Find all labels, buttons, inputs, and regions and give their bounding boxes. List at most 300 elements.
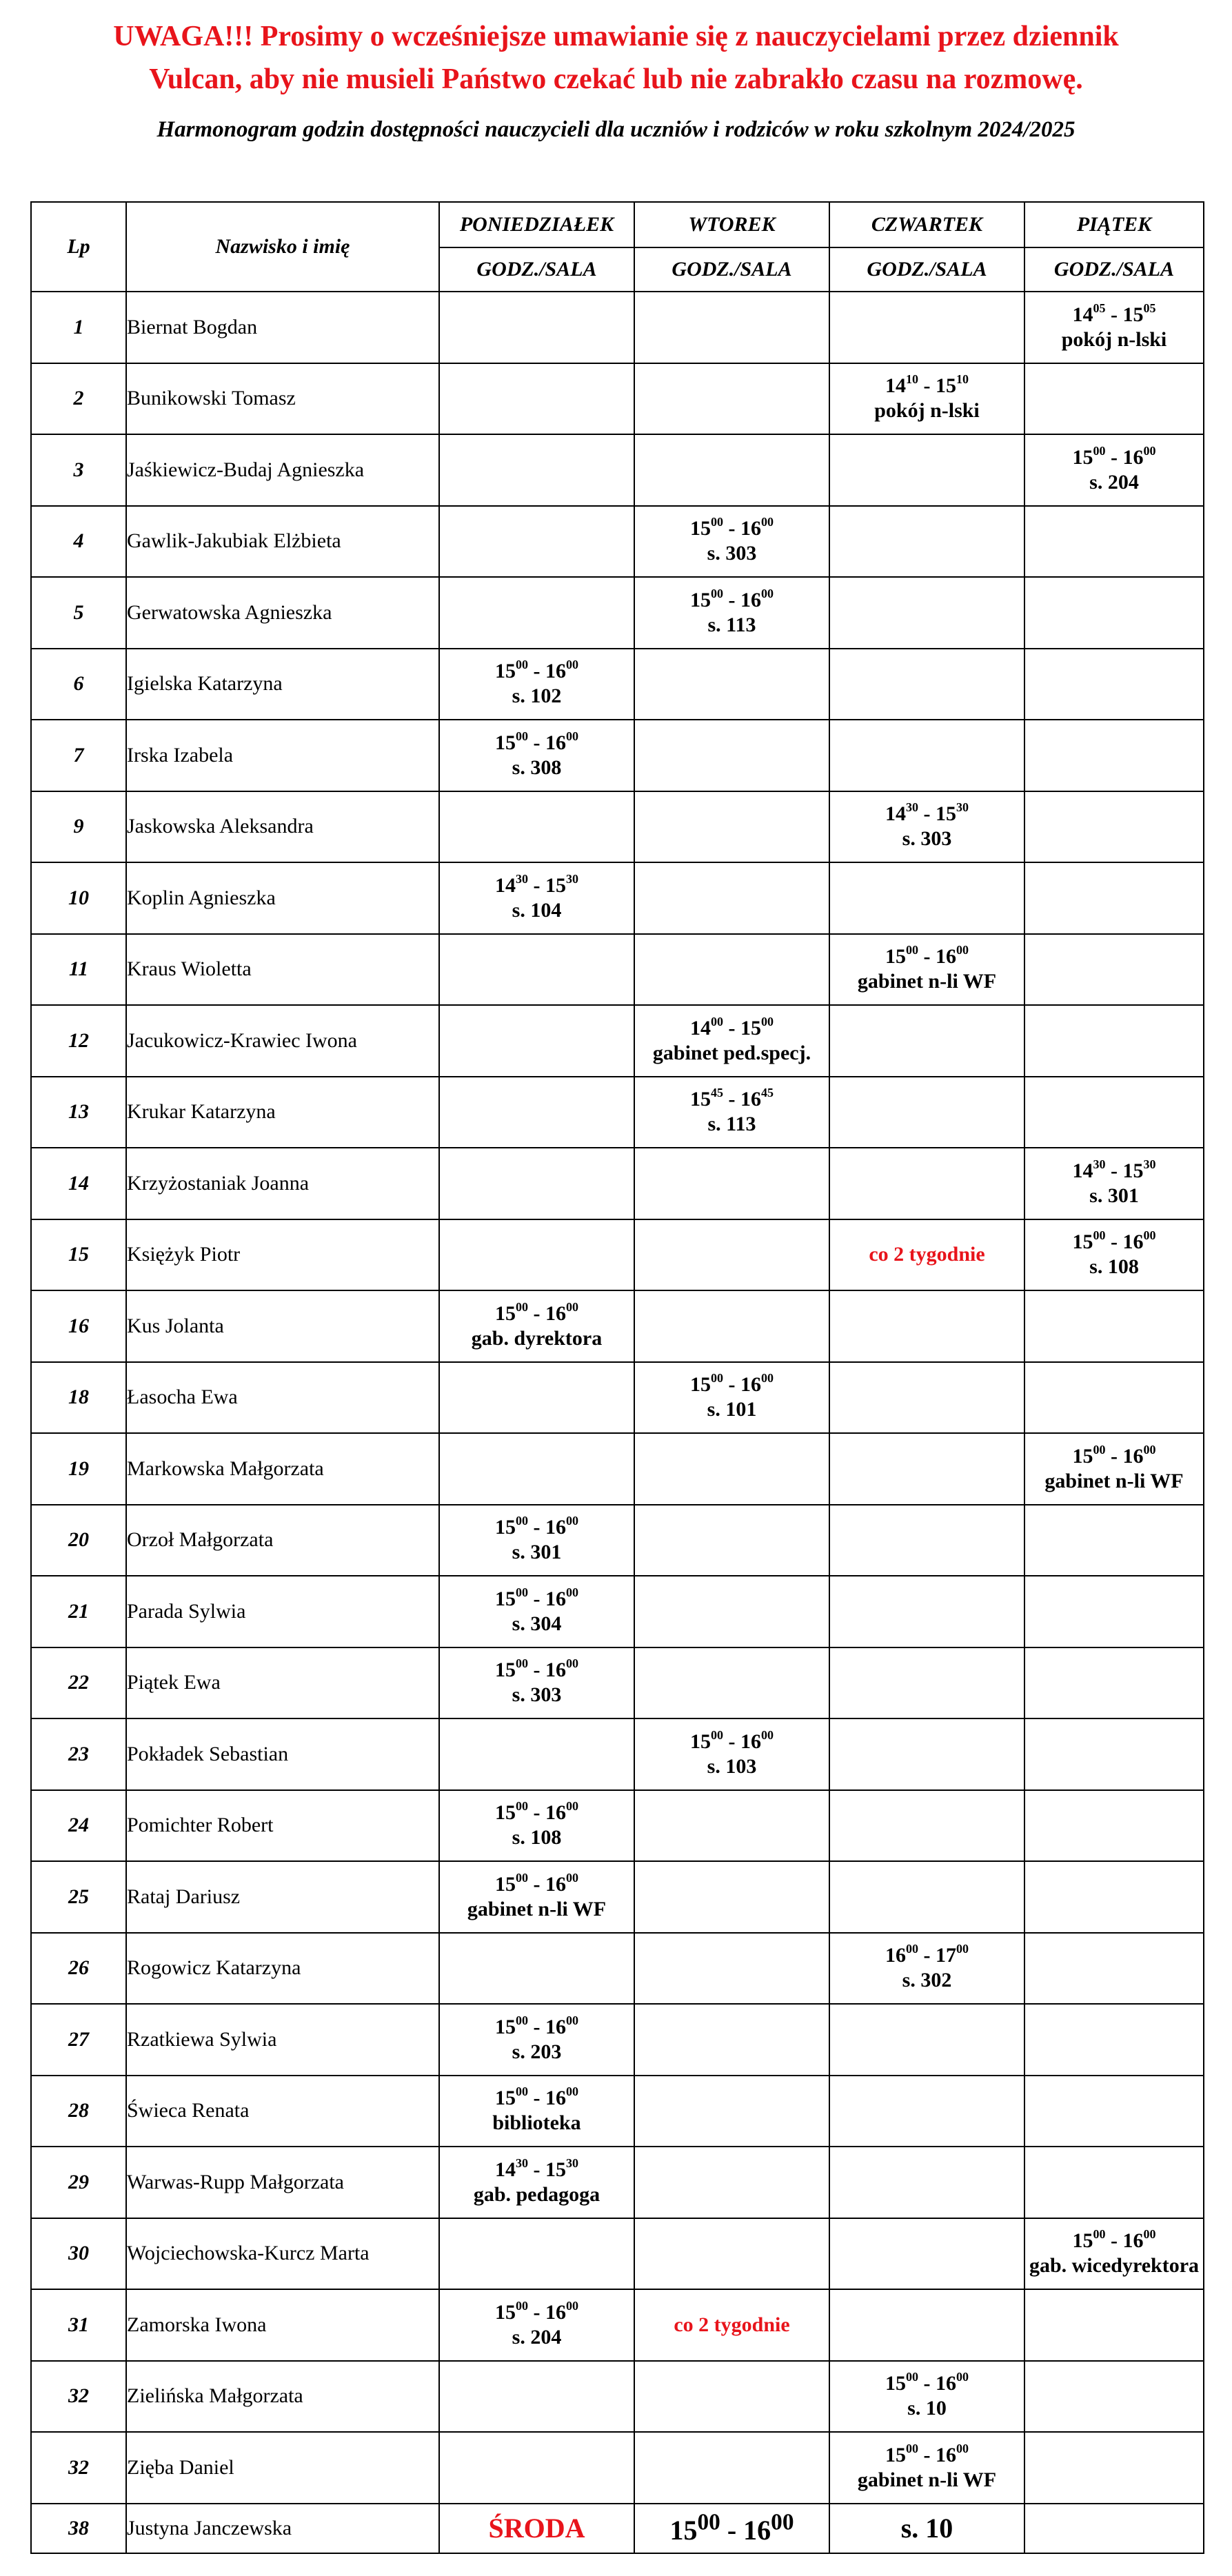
slot-empty-friday bbox=[1024, 1933, 1204, 2005]
slot-empty-tuesday bbox=[634, 363, 829, 435]
teacher-name: Zięba Daniel bbox=[126, 2432, 439, 2504]
room-label: s. 301 bbox=[1089, 1184, 1139, 1207]
time-to-hour: 16 bbox=[740, 1088, 761, 1111]
row-number: 30 bbox=[31, 2218, 126, 2290]
header-sub-friday: GODZ./SALA bbox=[1024, 247, 1204, 292]
time-to-hour: 16 bbox=[545, 2087, 566, 2110]
time-from-hour: 15 bbox=[495, 660, 516, 683]
table-row bbox=[31, 862, 1204, 934]
time-to-minute: 00 bbox=[566, 2013, 578, 2027]
slot-empty-friday bbox=[1024, 791, 1204, 863]
time-from-hour: 15 bbox=[495, 1516, 516, 1539]
time-range bbox=[690, 1088, 774, 1110]
row-number: 9 bbox=[31, 791, 126, 863]
slot-empty-thursday bbox=[829, 2004, 1024, 2076]
time-dash: - bbox=[723, 1088, 740, 1111]
time-dash: - bbox=[528, 1301, 545, 1325]
slot-empty-thursday bbox=[829, 2076, 1024, 2147]
time-dash: - bbox=[528, 873, 545, 897]
slot-empty-thursday bbox=[829, 2147, 1024, 2218]
room-label: s. 103 bbox=[707, 1754, 757, 1778]
slot-empty-thursday bbox=[829, 1505, 1024, 1576]
slot-empty-monday bbox=[439, 1362, 634, 1434]
table-row bbox=[31, 2361, 1204, 2433]
slot-monday bbox=[439, 862, 634, 934]
time-from-minute: 00 bbox=[1093, 1228, 1106, 1243]
row-number: 25 bbox=[31, 1861, 126, 1933]
time-from-hour: 15 bbox=[1072, 2229, 1093, 2253]
time-to-minute: 00 bbox=[566, 658, 578, 672]
time-from-minute: 00 bbox=[906, 943, 918, 957]
time-range bbox=[495, 2087, 578, 2109]
slot-tuesday bbox=[634, 1362, 829, 1434]
time-to-minute: 00 bbox=[761, 586, 774, 600]
time-from-hour: 15 bbox=[690, 1730, 711, 1753]
table-row bbox=[31, 1077, 1204, 1148]
time-from-minute: 00 bbox=[516, 2013, 528, 2027]
table-row bbox=[31, 577, 1204, 649]
time-from-hour: 15 bbox=[495, 1801, 516, 1825]
time-from-hour: 15 bbox=[885, 2443, 906, 2466]
time-range bbox=[495, 2298, 578, 2324]
teacher-name: Igielska Katarzyna bbox=[126, 649, 439, 720]
time-to-minute: 00 bbox=[1143, 1228, 1156, 1243]
availability-table bbox=[30, 201, 1204, 2554]
slot-empty-tuesday bbox=[634, 2361, 829, 2433]
time-dash: - bbox=[918, 374, 936, 398]
time-from-minute: 00 bbox=[906, 1942, 918, 1956]
room-label: s. 204 bbox=[1089, 470, 1139, 494]
slot-empty-tuesday bbox=[634, 1148, 829, 1219]
time-from-minute: 00 bbox=[711, 1727, 723, 1742]
time-range bbox=[885, 945, 969, 968]
table-row bbox=[31, 1861, 1204, 1933]
teacher-name: Rataj Dariusz bbox=[126, 1861, 439, 1933]
slot-thursday bbox=[829, 2432, 1024, 2504]
teacher-name: Orzoł Małgorzata bbox=[126, 1505, 439, 1576]
row-number: 19 bbox=[31, 1433, 126, 1505]
table-row bbox=[31, 1219, 1204, 1291]
time-range bbox=[495, 2158, 578, 2181]
row-number: 12 bbox=[31, 1005, 126, 1077]
time-dash: - bbox=[1105, 1159, 1123, 1182]
schedule-title: Harmonogram godzin dostępności nauczycieli dla uczniów i rodziców w roku szkolnym 2024/2025 bbox=[156, 117, 1076, 142]
table-body bbox=[31, 292, 1204, 2553]
time-to-minute: 10 bbox=[956, 372, 969, 387]
time-to-minute: 00 bbox=[566, 1870, 578, 1885]
row-number: 6 bbox=[31, 649, 126, 720]
slot-empty-monday bbox=[439, 1718, 634, 1790]
slot-friday bbox=[1024, 434, 1204, 506]
time-dash: - bbox=[528, 2015, 545, 2038]
room-label: s. 303 bbox=[902, 827, 952, 851]
time-to-hour: 16 bbox=[1122, 2229, 1144, 2253]
table-row bbox=[31, 1005, 1204, 1077]
table-row bbox=[31, 2004, 1204, 2076]
slot-empty-tuesday bbox=[634, 1861, 829, 1933]
time-range bbox=[885, 1944, 969, 1967]
time-dash: - bbox=[528, 1516, 545, 1539]
teacher-name: Markowska Małgorzata bbox=[126, 1433, 439, 1505]
time-to-minute: 00 bbox=[566, 2085, 578, 2099]
slot-empty-tuesday bbox=[634, 434, 829, 506]
time-dash: - bbox=[1105, 2229, 1123, 2253]
time-dash: - bbox=[720, 2515, 744, 2546]
teacher-name: Zielińska Małgorzata bbox=[126, 2361, 439, 2433]
time-dash: - bbox=[1105, 445, 1123, 469]
time-to-hour: 15 bbox=[545, 2158, 566, 2181]
teacher-name: Gerwatowska Agnieszka bbox=[126, 577, 439, 649]
slot-empty-monday bbox=[439, 1005, 634, 1077]
slot-thursday bbox=[829, 2361, 1024, 2433]
time-from-minute: 00 bbox=[516, 1299, 528, 1314]
slot-friday bbox=[1024, 2218, 1204, 2290]
row-number: 5 bbox=[31, 577, 126, 649]
room-label: s. 101 bbox=[707, 1398, 757, 1421]
room-label: s. 104 bbox=[512, 898, 562, 922]
time-from-minute: 00 bbox=[516, 1799, 528, 1814]
time-to-minute: 45 bbox=[761, 1086, 774, 1100]
row-number: 32 bbox=[31, 2361, 126, 2433]
slot-empty-thursday bbox=[829, 862, 1024, 934]
slot-friday bbox=[1024, 1433, 1204, 1505]
room-label: s. 113 bbox=[707, 613, 756, 636]
slot-friday bbox=[1024, 1219, 1204, 1291]
slot-empty-tuesday bbox=[634, 720, 829, 791]
room-label: s. 108 bbox=[512, 1826, 562, 1849]
time-range bbox=[495, 731, 578, 754]
teacher-name: Pokładek Sebastian bbox=[126, 1718, 439, 1790]
time-to-hour: 16 bbox=[545, 1801, 566, 1825]
room-label: s. 304 bbox=[512, 1612, 562, 1635]
row-number: 32 bbox=[31, 2432, 126, 2504]
time-dash: - bbox=[1105, 1444, 1123, 1468]
time-to-minute: 00 bbox=[771, 2509, 794, 2535]
time-to-minute: 30 bbox=[566, 871, 578, 886]
slot-note-thursday: co 2 tygodnie bbox=[829, 1219, 1024, 1291]
time-from-minute: 00 bbox=[516, 2085, 528, 2099]
slot-empty-friday bbox=[1024, 934, 1204, 1006]
slot-empty-tuesday bbox=[634, 1433, 829, 1505]
slot-empty-thursday bbox=[829, 1290, 1024, 1362]
time-range bbox=[690, 1373, 774, 1396]
time-from-hour: 15 bbox=[495, 1587, 516, 1610]
room-label: s. 302 bbox=[902, 1969, 952, 1992]
slot-empty-friday bbox=[1024, 1005, 1204, 1077]
time-from-minute: 05 bbox=[1093, 301, 1106, 315]
slot-monday bbox=[439, 1576, 634, 1647]
time-from-minute: 00 bbox=[516, 2298, 528, 2313]
time-range bbox=[1073, 303, 1156, 326]
time-to-hour: 16 bbox=[740, 1373, 761, 1397]
teacher-name: Kus Jolanta bbox=[126, 1290, 439, 1362]
row-number: 38 bbox=[31, 2504, 126, 2553]
table-row bbox=[31, 1933, 1204, 2005]
slot-empty-friday bbox=[1024, 577, 1204, 649]
time-dash: - bbox=[528, 2300, 545, 2324]
warning-line-2: Vulcan, aby nie musieli Państwo czekać lub nie zabrakło czasu na rozmowę. bbox=[149, 63, 1083, 95]
header-day-tuesday: WTOREK bbox=[634, 202, 829, 247]
time-from-hour: 15 bbox=[690, 517, 711, 540]
time-range bbox=[495, 660, 578, 682]
time-dash: - bbox=[528, 1801, 545, 1825]
time-dash: - bbox=[723, 517, 740, 540]
room-label: pokój n-lski bbox=[1061, 327, 1167, 351]
slot-empty-friday bbox=[1024, 1576, 1204, 1647]
slot-empty-thursday bbox=[829, 1362, 1024, 1434]
row-number: 4 bbox=[31, 506, 126, 578]
time-to-hour: 15 bbox=[1122, 1159, 1144, 1182]
time-to-minute: 00 bbox=[566, 729, 578, 743]
slot-empty-monday bbox=[439, 2218, 634, 2290]
slot-tuesday bbox=[634, 1718, 829, 1790]
time-from-hour: 15 bbox=[495, 2015, 516, 2038]
time-to-hour: 16 bbox=[545, 1587, 566, 1610]
slot-empty-thursday bbox=[829, 1718, 1024, 1790]
time-to-hour: 16 bbox=[545, 1516, 566, 1539]
slot-empty-thursday bbox=[829, 506, 1024, 578]
time-dash: - bbox=[528, 1587, 545, 1610]
slot-empty-tuesday bbox=[634, 2432, 829, 2504]
time-to-minute: 00 bbox=[761, 515, 774, 529]
teacher-name: Kraus Wioletta bbox=[126, 934, 439, 1006]
warning-line-1: UWAGA!!! Prosimy o wcześniejsze umawianie się z nauczycielami przez dziennik bbox=[113, 21, 1119, 52]
slot-empty-tuesday bbox=[634, 2218, 829, 2290]
time-to-hour: 16 bbox=[740, 1730, 761, 1753]
teacher-name: Pomichter Robert bbox=[126, 1790, 439, 1862]
room-label: s. 303 bbox=[707, 542, 757, 565]
slot-day-wednesday: ŚRODA bbox=[439, 2504, 634, 2553]
time-from-minute: 00 bbox=[711, 515, 723, 529]
slot-empty-thursday bbox=[829, 1077, 1024, 1148]
teacher-name: Parada Sylwia bbox=[126, 1576, 439, 1647]
table-row bbox=[31, 292, 1204, 363]
table-row bbox=[31, 1576, 1204, 1647]
time-from-hour: 15 bbox=[495, 2087, 516, 2110]
slot-friday bbox=[1024, 292, 1204, 363]
time-range bbox=[495, 1299, 578, 1325]
slot-empty-monday bbox=[439, 506, 634, 578]
row-number: 22 bbox=[31, 1647, 126, 1719]
row-number: 21 bbox=[31, 1576, 126, 1647]
time-to-minute: 00 bbox=[566, 1585, 578, 1599]
slot-empty-tuesday bbox=[634, 1219, 829, 1291]
slot-thursday bbox=[829, 934, 1024, 1006]
slot-empty-friday bbox=[1024, 2504, 1204, 2553]
time-from-hour: 15 bbox=[885, 2372, 906, 2395]
time-to-hour: 15 bbox=[936, 374, 956, 398]
row-number: 10 bbox=[31, 862, 126, 934]
time-dash: - bbox=[528, 1872, 545, 1896]
room-label: s. 308 bbox=[512, 755, 562, 779]
time-to-hour: 16 bbox=[545, 2300, 566, 2324]
slot-monday bbox=[439, 1290, 634, 1362]
time-from-hour: 15 bbox=[495, 731, 516, 754]
time-to-hour: 16 bbox=[545, 1301, 566, 1325]
time-from-minute: 00 bbox=[1093, 1442, 1106, 1457]
teacher-name: Łasocha Ewa bbox=[126, 1362, 439, 1434]
slot-empty-monday bbox=[439, 1933, 634, 2005]
table-row bbox=[31, 2218, 1204, 2290]
slot-monday bbox=[439, 2076, 634, 2147]
table-row bbox=[31, 1148, 1204, 1219]
row-number: 16 bbox=[31, 1290, 126, 1362]
time-from-minute: 00 bbox=[711, 586, 723, 600]
time-range bbox=[495, 1870, 578, 1896]
time-from-minute: 00 bbox=[906, 2441, 918, 2455]
row-number: 2 bbox=[31, 363, 126, 435]
room-label: s. 203 bbox=[512, 2040, 562, 2063]
room-label: pokój n-lski bbox=[874, 399, 980, 423]
room-label: s. 10 bbox=[907, 2397, 947, 2420]
time-dash: - bbox=[918, 945, 936, 968]
slot-empty-tuesday bbox=[634, 791, 829, 863]
time-dash: - bbox=[528, 660, 545, 683]
time-to-hour: 17 bbox=[936, 1944, 956, 1967]
time-to-hour: 16 bbox=[545, 1872, 566, 1896]
time-dash: - bbox=[528, 731, 545, 754]
time-from-minute: 00 bbox=[906, 2370, 918, 2384]
time-dash: - bbox=[528, 2158, 545, 2181]
time-range bbox=[1073, 1230, 1156, 1253]
slot-empty-tuesday bbox=[634, 1647, 829, 1719]
time-from-hour: 14 bbox=[495, 2158, 516, 2181]
time-range bbox=[495, 871, 578, 897]
table-row bbox=[31, 363, 1204, 435]
slot-thursday bbox=[829, 791, 1024, 863]
slot-monday bbox=[439, 1647, 634, 1719]
time-dash: - bbox=[528, 1659, 545, 1682]
table-row bbox=[31, 1362, 1204, 1434]
room-label: gabinet n-li WF bbox=[857, 2468, 997, 2491]
row-number: 28 bbox=[31, 2076, 126, 2147]
slot-room-final: s. 10 bbox=[829, 2504, 1024, 2553]
room-label: gabinet n-li WF bbox=[857, 970, 997, 993]
time-range bbox=[495, 1801, 578, 1824]
slot-empty-monday bbox=[439, 934, 634, 1006]
time-to-minute: 00 bbox=[566, 1799, 578, 1814]
slot-empty-thursday bbox=[829, 292, 1024, 363]
time-from-minute: 00 bbox=[711, 1014, 723, 1028]
slot-monday bbox=[439, 2004, 634, 2076]
row-number: 14 bbox=[31, 1148, 126, 1219]
slot-empty-tuesday bbox=[634, 1576, 829, 1647]
slot-empty-thursday bbox=[829, 1647, 1024, 1719]
time-from-hour: 15 bbox=[1072, 1230, 1093, 1254]
table-row bbox=[31, 1505, 1204, 1576]
slot-thursday bbox=[829, 1933, 1024, 2005]
slot-empty-monday bbox=[439, 1077, 634, 1148]
slot-empty-monday bbox=[439, 1148, 634, 1219]
time-range bbox=[885, 2441, 969, 2466]
slot-empty-friday bbox=[1024, 1718, 1204, 1790]
slot-empty-tuesday bbox=[634, 2147, 829, 2218]
time-from-minute: 30 bbox=[1093, 1157, 1106, 1171]
slot-tuesday bbox=[634, 1005, 829, 1077]
slot-note-tuesday: co 2 tygodnie bbox=[634, 2289, 829, 2361]
time-dash: - bbox=[528, 2087, 545, 2110]
time-from-minute: 00 bbox=[516, 729, 528, 743]
time-to-minute: 00 bbox=[566, 1656, 578, 1671]
row-number: 7 bbox=[31, 720, 126, 791]
time-range bbox=[690, 517, 774, 540]
table-row bbox=[31, 1718, 1204, 1790]
time-to-hour: 16 bbox=[1122, 445, 1144, 469]
slot-empty-friday bbox=[1024, 862, 1204, 934]
time-range bbox=[495, 1516, 578, 1539]
teacher-name: Jaśkiewicz-Budaj Agnieszka bbox=[126, 434, 439, 506]
time-from-minute: 00 bbox=[1093, 443, 1106, 458]
time-from-hour: 14 bbox=[885, 374, 906, 398]
time-to-hour: 16 bbox=[545, 731, 566, 754]
table-row-final bbox=[31, 2504, 1204, 2553]
slot-empty-friday bbox=[1024, 649, 1204, 720]
time-from-minute: 10 bbox=[906, 372, 918, 387]
time-to-minute: 00 bbox=[566, 2298, 578, 2313]
time-from-minute: 30 bbox=[516, 2156, 528, 2170]
slot-empty-friday bbox=[1024, 2361, 1204, 2433]
slot-empty-friday bbox=[1024, 1077, 1204, 1148]
slot-monday bbox=[439, 2147, 634, 2218]
slot-monday bbox=[439, 1790, 634, 1862]
teacher-name: Irska Izabela bbox=[126, 720, 439, 791]
time-from-hour: 14 bbox=[885, 802, 906, 826]
time-from-hour: 15 bbox=[690, 1088, 711, 1111]
table-row bbox=[31, 934, 1204, 1006]
room-label: gabinet n-li WF bbox=[467, 1897, 607, 1920]
time-from-minute: 00 bbox=[516, 1585, 528, 1599]
slot-empty-tuesday bbox=[634, 1790, 829, 1862]
slot-empty-friday bbox=[1024, 1790, 1204, 1862]
time-to-hour: 16 bbox=[743, 2515, 771, 2546]
header-row-days bbox=[31, 202, 1204, 247]
time-from-hour: 14 bbox=[1072, 303, 1093, 326]
time-range bbox=[690, 1727, 774, 1753]
teacher-name: Warwas-Rupp Małgorzata bbox=[126, 2147, 439, 2218]
time-to-minute: 00 bbox=[566, 1299, 578, 1314]
time-range bbox=[1073, 2229, 1156, 2252]
teacher-name: Wojciechowska-Kurcz Marta bbox=[126, 2218, 439, 2290]
row-number: 24 bbox=[31, 1790, 126, 1862]
slot-monday bbox=[439, 1505, 634, 1576]
slot-empty-tuesday bbox=[634, 1290, 829, 1362]
time-dash: - bbox=[723, 1730, 740, 1753]
header-sub-monday: GODZ./SALA bbox=[439, 247, 634, 292]
time-from-hour: 15 bbox=[885, 945, 906, 968]
table-row bbox=[31, 2076, 1204, 2147]
room-label: gabinet n-li WF bbox=[1044, 1469, 1184, 1492]
teacher-name: Gawlik-Jakubiak Elżbieta bbox=[126, 506, 439, 578]
table-row bbox=[31, 720, 1204, 791]
slot-empty-thursday bbox=[829, 649, 1024, 720]
slot-empty-friday bbox=[1024, 2147, 1204, 2218]
time-from-hour: 15 bbox=[495, 1301, 516, 1325]
teacher-name: Świeca Renata bbox=[126, 2076, 439, 2147]
time-to-hour: 16 bbox=[936, 945, 956, 968]
slot-empty-friday bbox=[1024, 1290, 1204, 1362]
slot-empty-tuesday bbox=[634, 1505, 829, 1576]
slot-empty-monday bbox=[439, 1219, 634, 1291]
teacher-name: Zamorska Iwona bbox=[126, 2289, 439, 2361]
header-day-friday: PIĄTEK bbox=[1024, 202, 1204, 247]
time-to-minute: 00 bbox=[1143, 1442, 1156, 1457]
time-dash: - bbox=[918, 2372, 936, 2395]
time-range bbox=[495, 1585, 578, 1610]
time-range bbox=[669, 2509, 794, 2546]
slot-empty-tuesday bbox=[634, 934, 829, 1006]
time-to-minute: 30 bbox=[1143, 1157, 1156, 1171]
row-number: 3 bbox=[31, 434, 126, 506]
